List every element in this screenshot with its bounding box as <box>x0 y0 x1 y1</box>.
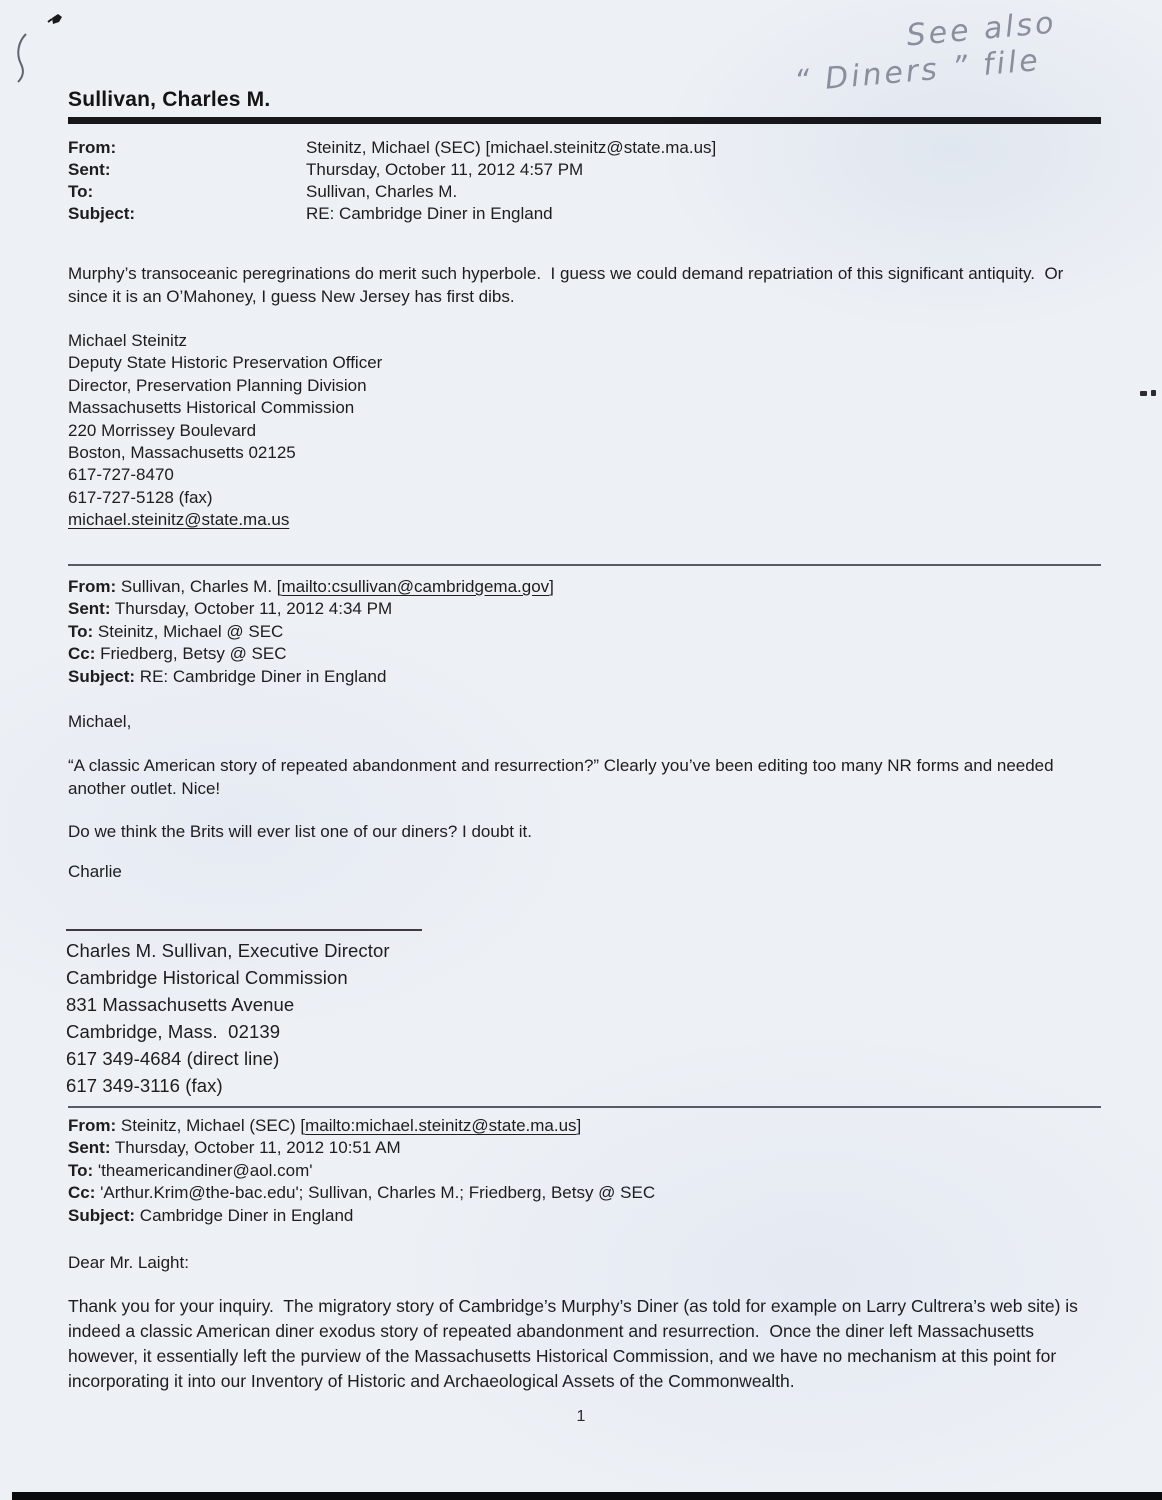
signature-line: Michael Steinitz <box>68 331 188 350</box>
handwritten-note <box>790 0 1162 100</box>
email1-from-row <box>68 137 1098 159</box>
subject-label: Subject: <box>68 666 136 686</box>
email3-mailto-link[interactable]: mailto:michael.steinitz@state.ma.us <box>305 1116 577 1135</box>
email3-header <box>68 1115 1098 1227</box>
scan-edge-strip <box>12 1492 1162 1500</box>
subject-label: Subject: <box>68 204 136 223</box>
signature-line: Charles M. Sullivan, Executive Director <box>66 940 390 961</box>
email3-subject-row <box>68 1205 1098 1227</box>
page-number: 1 <box>576 1408 586 1425</box>
email2-header <box>68 576 1098 688</box>
to-label: To: <box>68 1160 94 1180</box>
email1-subject-row <box>68 203 1098 225</box>
section-divider <box>68 564 1101 566</box>
email2-from-row <box>68 576 1098 598</box>
email2-body-paragraph: Do we think the Brits will ever list one of our diners? I doubt it. <box>68 822 532 841</box>
cc-value: 'Arthur.Krim@the-bac.edu'; Sullivan, Charles M.; Friedberg, Betsy @ SEC <box>95 1183 656 1203</box>
page-title: Sullivan, Charles M. <box>68 88 271 111</box>
email2-subject-row <box>68 666 1098 688</box>
signature-line: Cambridge, Mass. 02139 <box>66 1021 281 1042</box>
handwritten-note-line2: “ Diners ” file <box>792 43 1043 100</box>
email2-body-paragraph: “A classic American story of repeated abandonment and resurrection?” Clearly you’ve been editing too many NR forms and needed another outlet. Nice! <box>68 756 1059 798</box>
sent-label: Sent: <box>68 160 111 179</box>
email1-body-paragraph: Murphy’s transoceanic peregrinations do merit such hyperbole. I guess we could demand repatriation of this significant antiquity. Or since it is an O’Mahoney, I guess New Jersey has first dibs. <box>68 264 1069 306</box>
email3-cc-row <box>68 1182 1098 1204</box>
from-value: Steinitz, Michael (SEC) [michael.steinitz@state.ma.us] <box>306 138 717 157</box>
signature-line: 220 Morrissey Boulevard <box>68 420 257 440</box>
email2-sent-row <box>68 598 1098 620</box>
email3-body-paragraph: Thank you for your inquiry. The migratory story of Cambridge’s Murphy’s Diner (as told for example on Larry Cultrera’s web site) is indeed a classic American diner exodus story of repeated abandonment and resurrection. Once the diner left Massachusetts however, it essentially left the purview of the Massachusetts Historical Commission, and we have no mechanism at this point for incorporating it into our Inventory of Historic and Archaeological Assets of the Commonwealth. <box>68 1296 1083 1391</box>
email3-to-row <box>68 1160 1098 1182</box>
to-label: To: <box>68 182 94 201</box>
to-value: 'theamericandiner@aol.com' <box>93 1160 313 1180</box>
signature-line: 617-727-8470 <box>68 465 174 485</box>
sent-label: Sent: <box>68 599 111 619</box>
signature-line: Cambridge Historical Commission <box>66 967 348 988</box>
to-value: Steinitz, Michael @ SEC <box>93 621 284 641</box>
scan-speck-mark <box>1140 389 1156 397</box>
signature-line: 617 349-4684 (direct line) <box>66 1048 280 1069</box>
from-label: From: <box>68 1116 117 1135</box>
email2-signature <box>66 937 390 1099</box>
email1-sent-row <box>68 159 1098 181</box>
section-divider <box>68 1106 1101 1108</box>
from-post: ] <box>549 577 554 596</box>
signature-line: Director, Preservation Planning Division <box>68 375 367 395</box>
signature-divider <box>66 929 422 931</box>
signature-line: Deputy State Historic Preservation Officer <box>68 353 383 373</box>
cc-value: Friedberg, Betsy @ SEC <box>95 644 287 664</box>
email2-closing: Charlie <box>68 862 122 881</box>
email1-header <box>68 137 1098 225</box>
subject-value: Cambridge Diner in England <box>135 1205 354 1225</box>
email3-sent-row <box>68 1137 1098 1159</box>
signature-line: Boston, Massachusetts 02125 <box>68 443 296 463</box>
signature-line: 617 349-3116 (fax) <box>66 1075 223 1096</box>
email3-salutation: Dear Mr. Laight: <box>68 1253 189 1272</box>
from-pre: Sullivan, Charles M. [ <box>116 577 282 596</box>
cc-label: Cc: <box>68 644 96 664</box>
email1-to-row <box>68 181 1098 203</box>
to-value: Sullivan, Charles M. <box>306 182 458 201</box>
handwritten-note-line1: See also <box>905 5 1058 54</box>
email2-mailto-link[interactable]: mailto:csullivan@cambridgema.gov <box>281 577 550 596</box>
to-label: To: <box>68 621 94 641</box>
sent-label: Sent: <box>68 1138 111 1158</box>
signature-line: 831 Massachusetts Avenue <box>66 994 295 1015</box>
subject-value: RE: Cambridge Diner in England <box>135 666 387 686</box>
sent-value: Thursday, October 11, 2012 10:51 AM <box>110 1138 401 1158</box>
email1-signature-email-link[interactable]: michael.steinitz@state.ma.us <box>68 510 290 530</box>
from-label: From: <box>68 577 117 596</box>
subject-value: RE: Cambridge Diner in England <box>306 204 553 223</box>
email1-signature <box>68 330 382 532</box>
email2-greeting: Michael, <box>68 712 132 731</box>
sent-value: Thursday, October 11, 2012 4:34 PM <box>110 599 393 619</box>
from-label: From: <box>68 138 117 157</box>
title-rule <box>68 117 1101 124</box>
email2-to-row <box>68 621 1098 643</box>
email3-from-row <box>68 1115 1098 1137</box>
ink-blot-mark <box>44 10 66 30</box>
from-post: ] <box>576 1116 582 1135</box>
subject-label: Subject: <box>68 1205 136 1225</box>
email2-cc-row <box>68 643 1098 665</box>
sent-value: Thursday, October 11, 2012 4:57 PM <box>306 160 584 179</box>
from-pre: Steinitz, Michael (SEC) [ <box>116 1116 306 1135</box>
signature-line: 617-727-5128 (fax) <box>68 487 213 507</box>
pen-squiggle-mark <box>12 30 38 86</box>
cc-label: Cc: <box>68 1183 96 1203</box>
signature-line: Massachusetts Historical Commission <box>68 398 355 418</box>
